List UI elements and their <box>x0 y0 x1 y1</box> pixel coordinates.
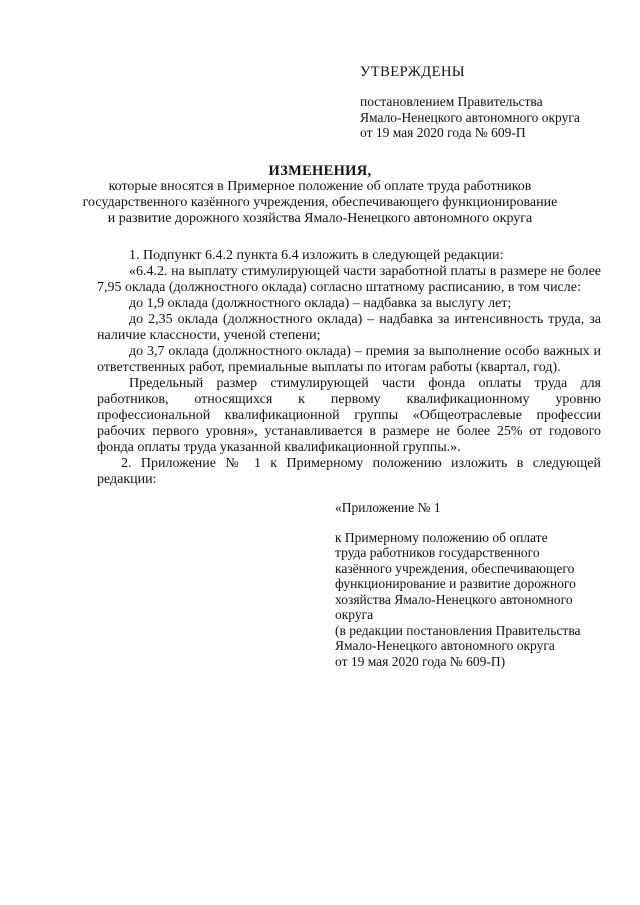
approval-block <box>360 94 580 141</box>
document-title: ИЗМЕНЕНИЯ, <box>268 163 372 179</box>
appendix-line: функционирование и развитие дорожного <box>335 576 576 591</box>
approval-line: Ямало-Ненецкого автономного округа <box>360 109 580 125</box>
appendix-line: к Примерному положению об оплате <box>335 529 548 545</box>
document-subtitle <box>0 179 640 227</box>
appendix-line: хозяйства Ямало-Ненецкого автономного <box>335 591 573 607</box>
paragraph-3: до 1,9 оклада (должностного оклада) – надбавка за выслугу лет; <box>129 296 512 311</box>
subtitle-line: которые вносятся в Примерное положение об оплате труда работников <box>108 179 532 194</box>
appendix-line: от 19 мая 2020 года № 609-П) <box>335 653 506 669</box>
approval-line: от 19 мая 2020 года № 609-П <box>360 125 526 140</box>
paragraph-5: до 3,7 оклада (должностного оклада) – премия за выполнение особо важных и ответственных работ, премиальные выплаты по итогам работы (квартал, год). <box>97 344 601 375</box>
appendix-heading: «Приложение № 1 <box>335 500 441 515</box>
document-body <box>97 248 601 488</box>
appendix-line: округа <box>335 607 374 622</box>
paragraph-7: 2. Приложение № 1 к Примерному положению изложить в следующей редакции: <box>97 456 601 487</box>
subtitle-line: государственного казённого учреждения, обеспечивающего функционирование <box>82 195 558 210</box>
paragraph-6: Предельный размер стимулирующей части фонда оплаты труда для работников, относящихся к первому квалификационному уровню профессиональной квалификационной группы «Общеотраслевые профессии рабочих первого уровня», устанавливается в размере не более 25% от годового фонда оплаты труда указанной квалификационной группы.». <box>97 376 601 455</box>
appendix-line: Ямало-Ненецкого автономного округа <box>335 638 555 653</box>
paragraph-4: до 2,35 оклада (должностного оклада) – надбавка за интенсивность труда, за наличие классности, ученой степени; <box>97 312 601 343</box>
appendix-line: казённого учреждения, обеспечивающего <box>335 560 575 576</box>
approval-line: постановлением Правительства <box>360 94 543 109</box>
subtitle-line: и развитие дорожного хозяйства Ямало-Ненецкого автономного округа <box>107 211 533 226</box>
appendix-header <box>335 500 581 669</box>
approval-heading: УТВЕРЖДЕНЫ <box>360 64 466 80</box>
appendix-line: (в редакции постановления Правительства <box>335 622 581 638</box>
paragraph-2: «6.4.2. на выплату стимулирующей части заработной платы в размере не более 7,95 оклада (должностного оклада) согласно штатному расписанию, в том числе: <box>97 264 601 295</box>
appendix-line: труда работников государственного <box>335 545 540 560</box>
paragraph-1: 1. Подпункт 6.4.2 пункта 6.4 изложить в следующей редакции: <box>129 248 504 263</box>
